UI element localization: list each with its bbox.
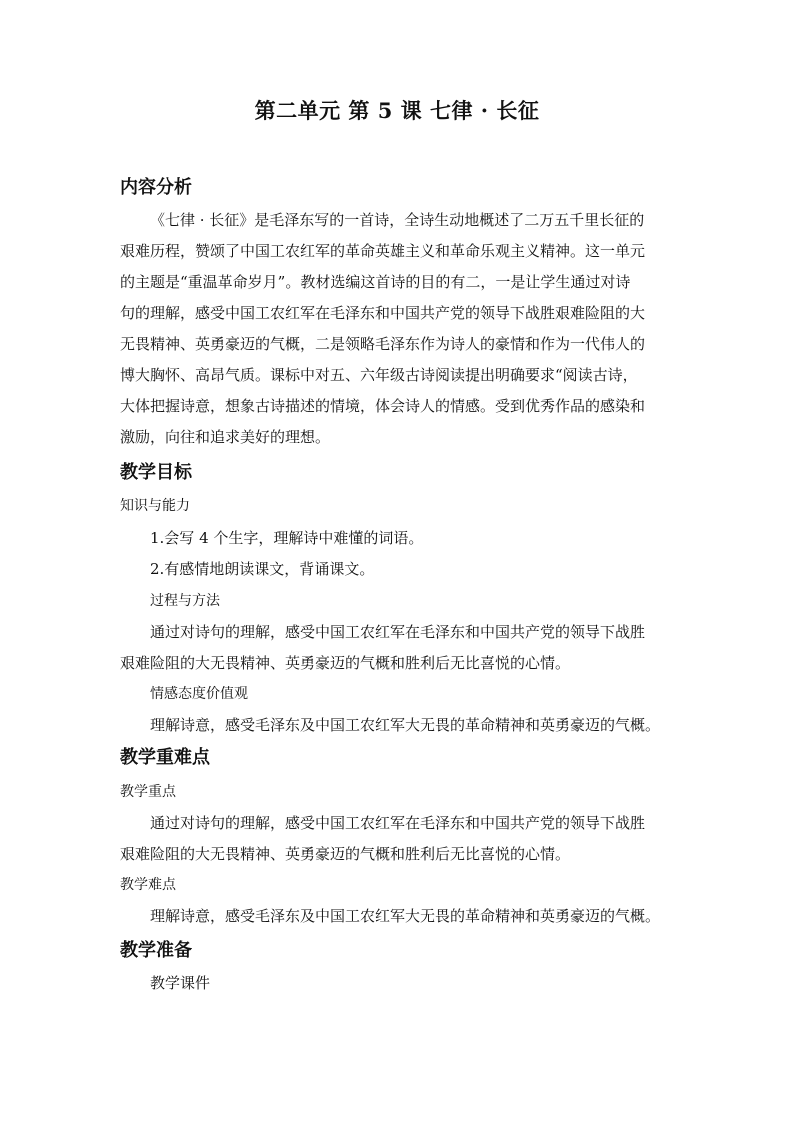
knowledge-item: 2.有感情地朗读课文，背诵课文。 <box>150 560 375 578</box>
label-difficult-points: 教学难点 <box>120 877 176 893</box>
heading-content-analysis: 内容分析 <box>120 177 192 198</box>
label-emotion-values: 情感态度价值观 <box>150 686 248 702</box>
emotion-line: 理解诗意，感受毛泽东及中国工农红军大无畏的革命精神和英勇豪迈的气概。 <box>150 716 661 734</box>
knowledge-item: 1.会写 4 个生字，理解诗中难懂的词语。 <box>150 529 424 547</box>
preparation-line: 教学课件 <box>150 974 211 992</box>
key-point-line: 艰难险阻的大无畏精神、英勇豪迈的气概和胜利后无比喜悦的心情。 <box>120 845 571 863</box>
analysis-line: 激励，向往和追求美好的理想。 <box>120 428 331 446</box>
analysis-line: 博大胸怀、高昂气质。课标中对五、六年级古诗阅读提出明确要求“阅读古诗， <box>120 366 638 384</box>
analysis-line: 句的理解，感受中国工农红军在毛泽东和中国共产党的领导下战胜艰难险阻的大 <box>120 304 646 322</box>
heading-teaching-preparation: 教学准备 <box>120 940 192 961</box>
analysis-line: 艰难历程，赞颂了中国工农红军的革命英雄主义和革命乐观主义精神。这一单元 <box>120 242 646 260</box>
page-title: 第二单元 第 5 课 七律 · 长征 <box>254 98 540 123</box>
analysis-line: 无畏精神、英勇豪迈的气概，二是领略毛泽东作为诗人的豪情和作为一代伟人的 <box>120 335 646 353</box>
analysis-line: 《七律 · 长征》是毛泽东写的一首诗，全诗生动地概述了二万五千里长征的 <box>150 211 645 229</box>
label-knowledge-ability: 知识与能力 <box>120 498 190 514</box>
process-line: 通过对诗句的理解，感受中国工农红军在毛泽东和中国共产党的领导下战胜 <box>150 623 646 641</box>
label-process-method: 过程与方法 <box>150 593 220 609</box>
process-line: 艰难险阻的大无畏精神、英勇豪迈的气概和胜利后无比喜悦的心情。 <box>120 654 571 672</box>
heading-key-difficult-points: 教学重难点 <box>120 747 210 768</box>
heading-teaching-goals: 教学目标 <box>120 462 192 483</box>
analysis-line: 大体把握诗意，想象古诗描述的情境，体会诗人的情感。受到优秀作品的感染和 <box>120 397 646 415</box>
key-point-line: 通过对诗句的理解，感受中国工农红军在毛泽东和中国共产党的领导下战胜 <box>150 814 646 832</box>
analysis-line: 的主题是“重温革命岁月”。教材选编这首诗的目的有二，一是让学生通过对诗 <box>120 273 631 291</box>
difficult-point-line: 理解诗意，感受毛泽东及中国工农红军大无畏的革命精神和英勇豪迈的气概。 <box>150 907 661 925</box>
label-key-points: 教学重点 <box>120 784 176 800</box>
